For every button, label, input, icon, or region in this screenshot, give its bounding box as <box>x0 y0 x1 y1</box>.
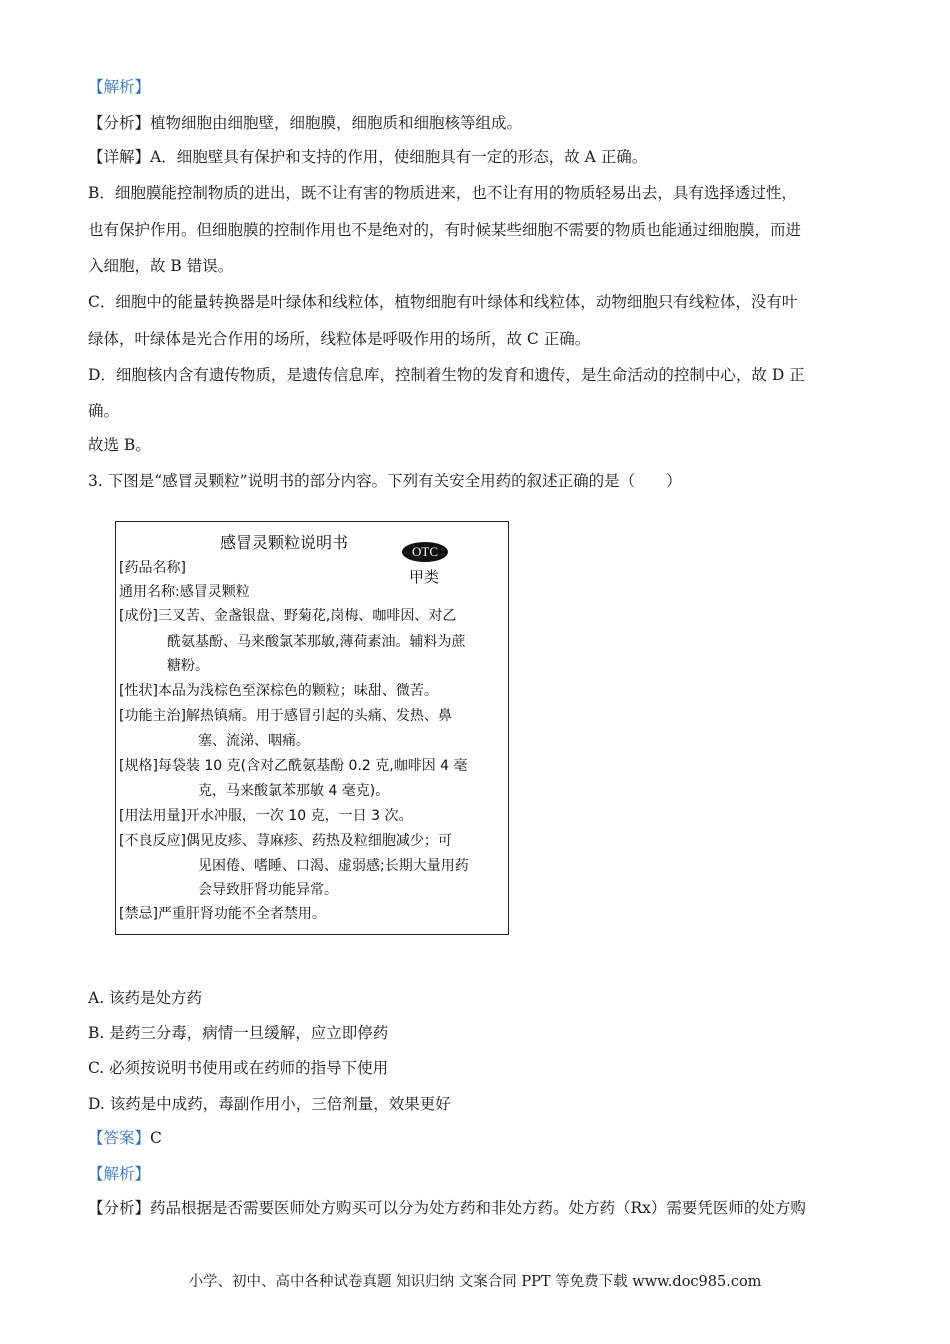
text-line: 确。 <box>88 402 120 420</box>
option-a: A. 该药是处方药 <box>88 989 203 1007</box>
text-line: B．细胞膜能控制物质的进出，既不让有害的物质进来，也不让有用的物质轻易出去，具有选择透过性， <box>88 184 797 202</box>
leaflet-line: [成份]三叉苦、金盏银盘、野菊花,岗梅、咖啡因、对乙 <box>119 608 457 624</box>
leaflet-line: [用法用量]开水冲服，一次 10 克，一日 3 次。 <box>119 808 413 824</box>
question-stem: 3. 下图是“感冒灵颗粒”说明书的部分内容。下列有关安全用药的叙述正确的是（ ） <box>88 472 682 490</box>
otc-class: 甲类 <box>409 568 440 586</box>
leaflet-line: [性状]本品为浅棕色至深棕色的颗粒；味甜、微苦。 <box>119 683 438 699</box>
leaflet-line: 会导致肝肾功能异常。 <box>198 882 338 898</box>
analysis-tag: 【解析】 <box>88 78 151 96</box>
leaflet-line: 见困倦、嗜睡、口渴、虚弱感;长期大量用药 <box>198 858 469 874</box>
leaflet-line: [药品名称] <box>119 560 186 576</box>
option-d: D. 该药是中成药，毒副作用小，三倍剂量，效果更好 <box>88 1095 451 1113</box>
answer-line <box>88 1127 162 1149</box>
leaflet-line: [不良反应]偶见皮疹、荨麻疹、药热及粒细胞减少；可 <box>119 833 452 849</box>
leaflet-line: [规格]每袋装 10 克(含对乙酰氨基酚 0.2 克,咖啡因 4 毫 <box>119 758 468 774</box>
medicine-leaflet <box>115 521 509 935</box>
analysis-tag: 【解析】 <box>88 1165 151 1183</box>
option-b: B. 是药三分毒，病情一旦缓解，应立即停药 <box>88 1024 389 1042</box>
text-line: 【分析】植物细胞由细胞壁，细胞膜，细胞质和细胞核等组成。 <box>88 114 523 132</box>
text-line: 故选 B。 <box>88 436 151 454</box>
leaflet-line: [禁忌]严重肝肾功能不全者禁用。 <box>119 906 326 922</box>
text-line: 【详解】A．细胞壁具有保护和支持的作用，使细胞具有一定的形态，故 A 正确。 <box>88 148 648 166</box>
leaflet-line: 塞、流涕、咽痛。 <box>198 733 310 749</box>
text-line: D．细胞核内含有遗传物质，是遗传信息库，控制着生物的发育和遗传，是生命活动的控制中心，故 D 正 <box>88 366 805 384</box>
page-footer: 小学、初中、高中各种试卷真题 知识归纳 文案合同 PPT 等免费下载 www.doc985.com <box>188 1274 762 1290</box>
analysis-heading <box>88 76 150 98</box>
text-line: C．细胞中的能量转换器是叶绿体和线粒体，植物细胞有叶绿体和线粒体，动物细胞只有线粒体，没有叶 <box>88 293 798 311</box>
text-line: 也有保护作用。但细胞膜的控制作用也不是绝对的，有时候某些细胞不需要的物质也能通过细胞膜，而进 <box>88 221 802 239</box>
text-line: 入细胞，故 B 错误。 <box>88 257 234 275</box>
otc-badge: OTC <box>402 542 448 562</box>
leaflet-line: 酰氨基酚、马来酸氯苯那敏,薄荷素油。辅料为蔗 <box>167 634 466 650</box>
text-line: 【分析】药品根据是否需要医师处方购买可以分为处方药和非处方药。处方药（Rx）需要凭医师的处方购 <box>88 1199 806 1217</box>
answer-value: C <box>150 1129 162 1147</box>
leaflet-line: 糖粉。 <box>167 658 209 674</box>
leaflet-line: 通用名称:感冒灵颗粒 <box>119 584 250 600</box>
leaflet-title: 感冒灵颗粒说明书 <box>220 533 349 552</box>
leaflet-line: [功能主治]解热镇痛。用于感冒引起的头痛、发热、鼻 <box>119 708 452 724</box>
analysis-heading-2 <box>88 1163 150 1185</box>
answer-tag: 【答案】 <box>88 1129 151 1147</box>
text-line: 绿体，叶绿体是光合作用的场所，线粒体是呼吸作用的场所，故 C 正确。 <box>88 330 591 348</box>
option-c: C. 必须按说明书使用或在药师的指导下使用 <box>88 1059 389 1077</box>
leaflet-line: 克，马来酸氯苯那敏 4 毫克)。 <box>198 783 390 799</box>
